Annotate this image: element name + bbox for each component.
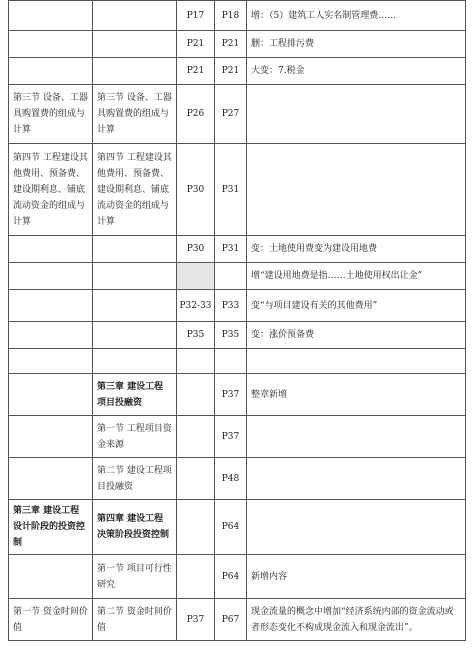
old-chapter-cell bbox=[9, 31, 93, 58]
old-page-cell: P21 bbox=[177, 31, 215, 58]
old-page-cell: P32-33 bbox=[177, 290, 215, 322]
old-chapter-cell bbox=[9, 458, 93, 500]
change-note-cell: 大变：7.税金 bbox=[247, 58, 466, 85]
old-chapter-cell bbox=[9, 263, 93, 290]
new-page-cell bbox=[215, 263, 247, 290]
new-page-cell: P37 bbox=[215, 374, 247, 416]
new-chapter-cell: 第二节 资金时间价值 bbox=[93, 599, 177, 641]
new-page-cell: P18 bbox=[215, 1, 247, 31]
new-page-cell: P64 bbox=[215, 500, 247, 555]
table-row bbox=[9, 263, 466, 290]
change-note-cell bbox=[247, 416, 466, 458]
change-note-cell bbox=[247, 144, 466, 236]
table-row bbox=[9, 374, 466, 416]
table-row bbox=[9, 500, 466, 555]
old-page-cell: P21 bbox=[177, 58, 215, 85]
old-page-cell: P26 bbox=[177, 85, 215, 144]
new-chapter-cell: 第二节 建设工程项目投融资 bbox=[93, 458, 177, 500]
new-page-cell: P21 bbox=[215, 31, 247, 58]
new-chapter-cell: 第四节 工程建设其他费用、预备费、建设期利息、铺底流动资金的组成与计算 bbox=[93, 144, 177, 236]
change-note-cell: 整章新增 bbox=[247, 374, 466, 416]
new-chapter-cell bbox=[93, 236, 177, 263]
old-chapter-cell bbox=[9, 290, 93, 322]
new-page-cell: P48 bbox=[215, 458, 247, 500]
old-chapter-cell: 第三章 建设工程设计阶段的投资控制 bbox=[9, 500, 93, 555]
new-page-cell: P31 bbox=[215, 144, 247, 236]
old-page-cell: P30 bbox=[177, 236, 215, 263]
old-chapter-cell bbox=[9, 555, 93, 599]
change-note-cell: 变“与项目建设有关的其他费用” bbox=[247, 290, 466, 322]
table-row bbox=[9, 416, 466, 458]
new-chapter-cell bbox=[93, 322, 177, 349]
new-page-cell: P27 bbox=[215, 85, 247, 144]
change-note-cell bbox=[247, 85, 466, 144]
change-note-cell: 增：（5）建筑工人实名制管理费…… bbox=[247, 1, 466, 31]
table-row bbox=[9, 144, 466, 236]
table-row bbox=[9, 236, 466, 263]
new-chapter-cell bbox=[93, 349, 177, 374]
change-note-cell bbox=[247, 349, 466, 374]
new-chapter-cell bbox=[93, 263, 177, 290]
new-chapter-cell bbox=[93, 31, 177, 58]
old-chapter-cell bbox=[9, 349, 93, 374]
new-chapter-cell: 第三章 建设工程项目投融资 bbox=[93, 374, 177, 416]
new-chapter-cell bbox=[93, 290, 177, 322]
new-page-cell: P37 bbox=[215, 416, 247, 458]
comparison-table bbox=[8, 0, 466, 641]
old-page-cell: P35 bbox=[177, 322, 215, 349]
new-chapter-cell: 第一节 项目可行性研究 bbox=[93, 555, 177, 599]
new-page-cell bbox=[215, 349, 247, 374]
old-page-cell bbox=[177, 349, 215, 374]
old-page-cell bbox=[177, 374, 215, 416]
old-chapter-cell bbox=[9, 374, 93, 416]
table-row bbox=[9, 290, 466, 322]
table-row bbox=[9, 58, 466, 85]
change-note-cell: 变：涨价预备费 bbox=[247, 322, 466, 349]
change-note-cell: 增“建设用地费是指……土地使用权出让金” bbox=[247, 263, 466, 290]
new-page-cell: P64 bbox=[215, 555, 247, 599]
table-row bbox=[9, 1, 466, 31]
change-note-cell bbox=[247, 458, 466, 500]
old-page-cell: P17 bbox=[177, 1, 215, 31]
new-chapter-cell: 第四章 建设工程决策阶段投资控制 bbox=[93, 500, 177, 555]
old-chapter-cell: 第一节 资金时间价值 bbox=[9, 599, 93, 641]
old-chapter-cell bbox=[9, 58, 93, 85]
new-page-cell: P33 bbox=[215, 290, 247, 322]
old-chapter-cell bbox=[9, 236, 93, 263]
old-chapter-cell bbox=[9, 1, 93, 31]
comparison-table-container bbox=[8, 0, 466, 641]
table-row bbox=[9, 599, 466, 641]
table-row bbox=[9, 322, 466, 349]
table-row bbox=[9, 349, 466, 374]
table-row bbox=[9, 555, 466, 599]
new-chapter-cell bbox=[93, 1, 177, 31]
table-row bbox=[9, 31, 466, 58]
table-row bbox=[9, 85, 466, 144]
old-page-cell bbox=[177, 458, 215, 500]
old-page-cell bbox=[177, 263, 215, 290]
old-page-cell: P37 bbox=[177, 599, 215, 641]
change-note-cell: 变：土地使用费变为建设用地费 bbox=[247, 236, 466, 263]
old-page-cell bbox=[177, 416, 215, 458]
old-chapter-cell bbox=[9, 416, 93, 458]
old-chapter-cell bbox=[9, 322, 93, 349]
new-chapter-cell bbox=[93, 58, 177, 85]
old-chapter-cell: 第三节 设备、工器具购置费的组成与计算 bbox=[9, 85, 93, 144]
change-note-cell: 删：工程排污费 bbox=[247, 31, 466, 58]
change-note-cell: 现金流量的概念中增加“经济系统内部的资金流动或者形态变化不构成现金流入和现金流出”。 bbox=[247, 599, 466, 641]
new-page-cell: P67 bbox=[215, 599, 247, 641]
new-chapter-cell: 第一节 工程项目资金来源 bbox=[93, 416, 177, 458]
change-note-cell: 新增内容 bbox=[247, 555, 466, 599]
change-note-cell bbox=[247, 500, 466, 555]
new-page-cell: P35 bbox=[215, 322, 247, 349]
old-page-cell bbox=[177, 500, 215, 555]
new-page-cell: P31 bbox=[215, 236, 247, 263]
new-page-cell: P21 bbox=[215, 58, 247, 85]
new-chapter-cell: 第三节 设备、工器具购置费的组成与计算 bbox=[93, 85, 177, 144]
old-chapter-cell: 第四节 工程建设其他费用、预备费、建设期利息、铺底流动资金的组成与计算 bbox=[9, 144, 93, 236]
table-row bbox=[9, 458, 466, 500]
old-page-cell bbox=[177, 555, 215, 599]
old-page-cell: P30 bbox=[177, 144, 215, 236]
